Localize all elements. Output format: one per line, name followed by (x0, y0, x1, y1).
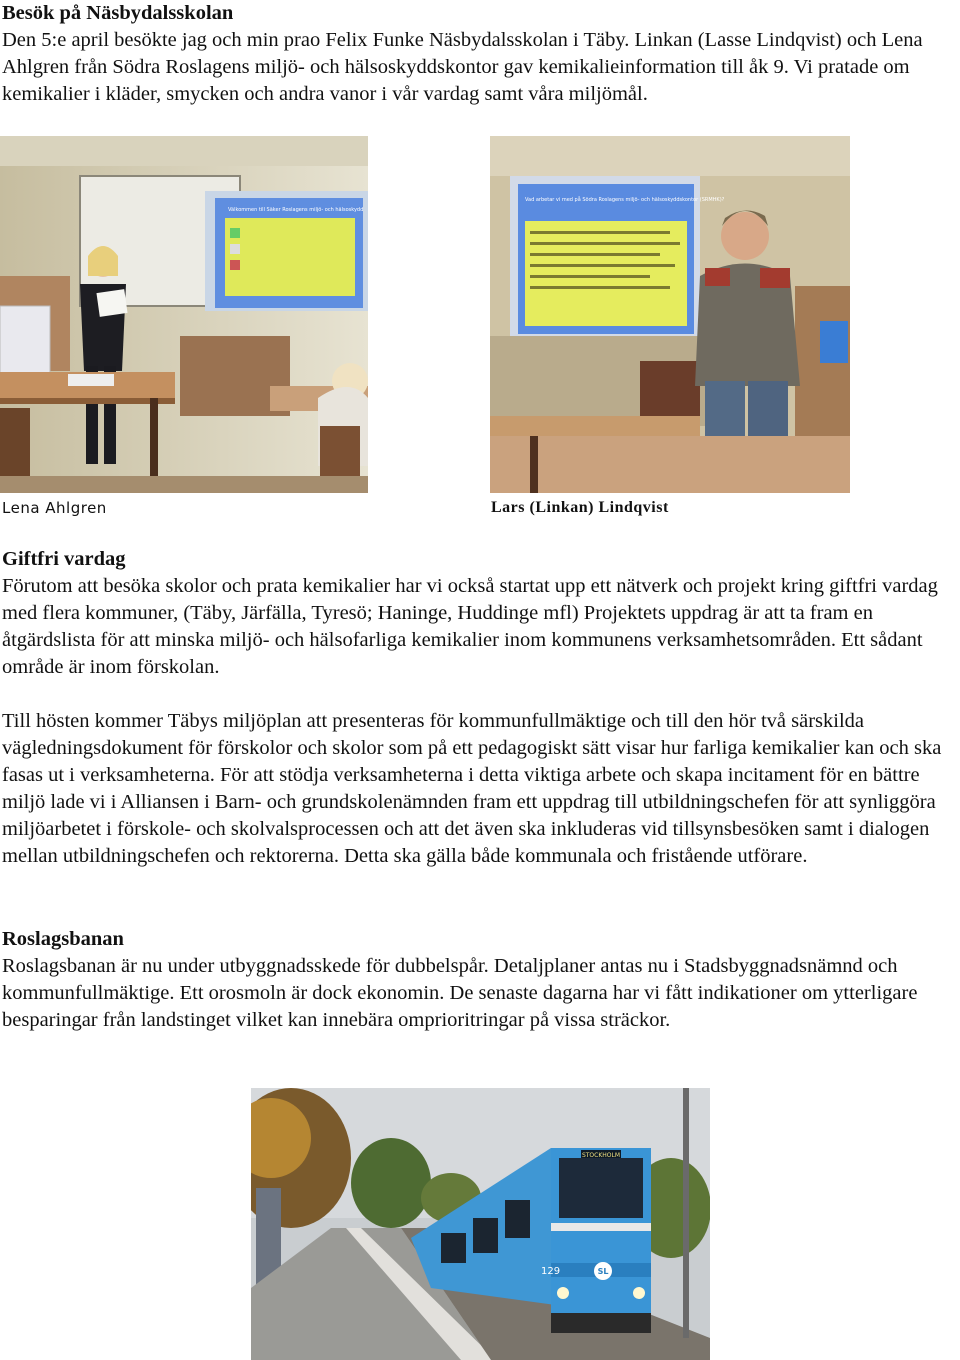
intro-paragraph: Den 5:e april besökte jag och min prao Felix Funke Näsbydalsskolan i Täby. Linkan (Lasse Lindqvist) och Lena Ahlgren från Södra Roslagens miljö- och hälsoskyddskontor gav kemikalieinformation till åk 9. Vi pratade om kemikalier i kläder, smycken och andra vanor i vår vardag samt våra miljömål. (2, 29, 923, 105)
train-destination-sign: STOCKHOLM (581, 1152, 621, 1159)
sl-logo: SL (597, 1267, 609, 1276)
left-slide-title: Välkommen till Säker Roslagens miljö- och hälsoskydd (228, 207, 364, 213)
giftfri-vardag-section (2, 546, 960, 870)
roslagsbanan-section (2, 926, 960, 1034)
giftfri-paragraph-1: Förutom att besöka skolor och prata kemikalier har vi också startat upp ett nätverk och projekt kring giftfri vardag med flera kommuner, (Täby, Järfälla, Tyresö; Haninge, Huddinge mfl) Projektets uppdrag är att ta fram en åtgärdslista för att minska miljö- och hälsofarliga kemikalier inom kommunens verksamhetsområden. Ett sådant område är inom förskolan. (2, 575, 938, 678)
photo-lena-ahlgren (0, 136, 368, 493)
section-heading-giftfri-vardag: Giftfri vardag (2, 548, 126, 570)
intro-section (2, 0, 960, 108)
giftfri-paragraph-2: Till hösten kommer Täbys miljöplan att presenteras för kommunfullmäktige och till den hör två särskilda vägledningsdokument för förskolor och skolor som på ett pedagogiskt sätt visar hur farliga kemikalier kan och ska fasas ut i verksamheterna. För att stödja verksamheterna i detta viktiga arbete och skapa incitament för en bättre miljö lade vi i Alliansen i Barn- och grundskolenämnden fram ett uppdrag till utbildningschefen för att synliggöra miljöarbetet i förskole- och skolvalsprocessen och att det även ska inkluderas vid tillsynsbesöken samt i dialogen mellan utbildningschefen och rektorerna. Detta ska gälla både kommunala och fristående utförare. (2, 710, 942, 867)
section-heading-nasbydalsskolan: Besök på Näsbydalsskolan (2, 2, 234, 24)
photo-lars-lindqvist (490, 136, 850, 493)
right-slide-title: Vad arbetar vi med på Södra Roslagens miljö- och hälsoskyddskontor (SRMHK)? (525, 197, 725, 203)
train-number: 129 (541, 1266, 561, 1277)
photo-roslagsbanan-train (251, 1088, 710, 1360)
caption-lena-ahlgren: Lena Ahlgren (2, 499, 107, 517)
caption-lars-lindqvist: Lars (Linkan) Lindqvist (491, 499, 669, 516)
roslagsbanan-paragraph: Roslagsbanan är nu under utbyggnadsskede för dubbelspår. Detaljplaner antas nu i Stadsbyggnadsnämnd och kommunfullmäktige. Ett orosmoln är dock ekonomin. De senaste dagarna har vi fått indikationer om ytterligare besparingar från landstinget vilket kan innebära omprioritringar på vissa sträckor. (2, 955, 918, 1031)
section-heading-roslagsbanan: Roslagsbanan (2, 928, 124, 950)
